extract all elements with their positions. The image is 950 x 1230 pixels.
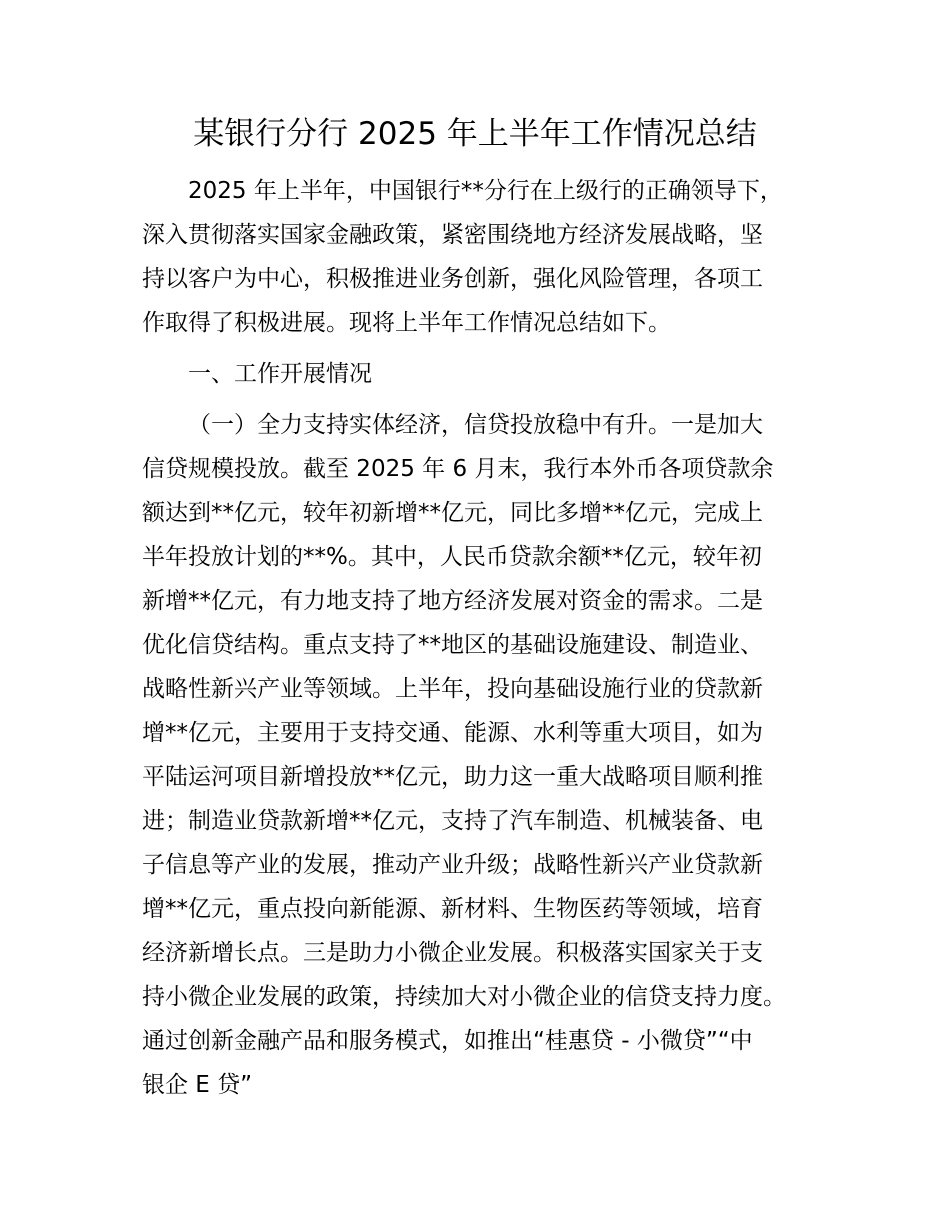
paragraph-line: 增**亿元，重点投向新能源、新材料、生物医药等领域，培育: [142, 896, 763, 922]
heading-line: 一、工作开展情况: [188, 361, 372, 387]
paragraph-line: 新增**亿元，有力地支持了地方经济发展对资金的需求。二是: [142, 588, 763, 614]
paragraph-credit: [142, 403, 832, 1107]
paragraph-line: （一）全力支持实体经济，信贷投放稳中有升。一是加大: [188, 412, 763, 438]
paragraph-line: 银企 E 贷”: [142, 1072, 253, 1098]
paragraph-line: 半年投放计划的**%。其中，人民币贷款余额**亿元，较年初: [142, 544, 762, 570]
paragraph-line: 平陆运河项目新增投放**亿元，助力这一重大战略项目顺利推: [142, 764, 763, 790]
paragraph-line: 经济新增长点。三是助力小微企业发展。积极落实国家关于支: [142, 940, 763, 966]
paragraph-intro: [142, 169, 832, 345]
paragraph-line: 持以客户为中心，积极推进业务创新，强化风险管理，各项工: [142, 266, 763, 292]
paragraph-line: 2025 年上半年，中国银行**分行在上级行的正确领导下，: [188, 178, 783, 204]
paragraph-line: 通过创新金融产品和服务模式，如推出“桂惠贷 - 小微贷”“中: [142, 1028, 753, 1054]
paragraph-line: 优化信贷结构。重点支持了**地区的基础设施建设、制造业、: [142, 632, 763, 658]
document-title: 某银行分行 2025 年上半年工作情况总结: [193, 116, 757, 152]
paragraph-line: 深入贯彻落实国家金融政策，紧密围绕地方经济发展战略，坚: [142, 222, 763, 248]
paragraph-line: 额达到**亿元，较年初新增**亿元，同比多增**亿元，完成上: [142, 500, 763, 526]
paragraph-line: 进；制造业贷款新增**亿元，支持了汽车制造、机械装备、电: [142, 808, 763, 834]
paragraph-line: 作取得了积极进展。现将上半年工作情况总结如下。: [142, 310, 671, 336]
paragraph-line: 增**亿元，主要用于支持交通、能源、水利等重大项目，如为: [142, 720, 763, 746]
paragraph-line: 战略性新兴产业等领域。上半年，投向基础设施行业的贷款新: [142, 676, 763, 702]
paragraph-line: 信贷规模投放。截至 2025 年 6 月末，我行本外币各项贷款余: [142, 456, 774, 482]
paragraph-line: 持小微企业发展的政策，持续加大对小微企业的信贷支持力度。: [142, 984, 786, 1010]
paragraph-line: 子信息等产业的发展，推动产业升级；战略性新兴产业贷款新: [142, 852, 763, 878]
document-body: [142, 169, 832, 1107]
section-heading: [142, 352, 832, 396]
